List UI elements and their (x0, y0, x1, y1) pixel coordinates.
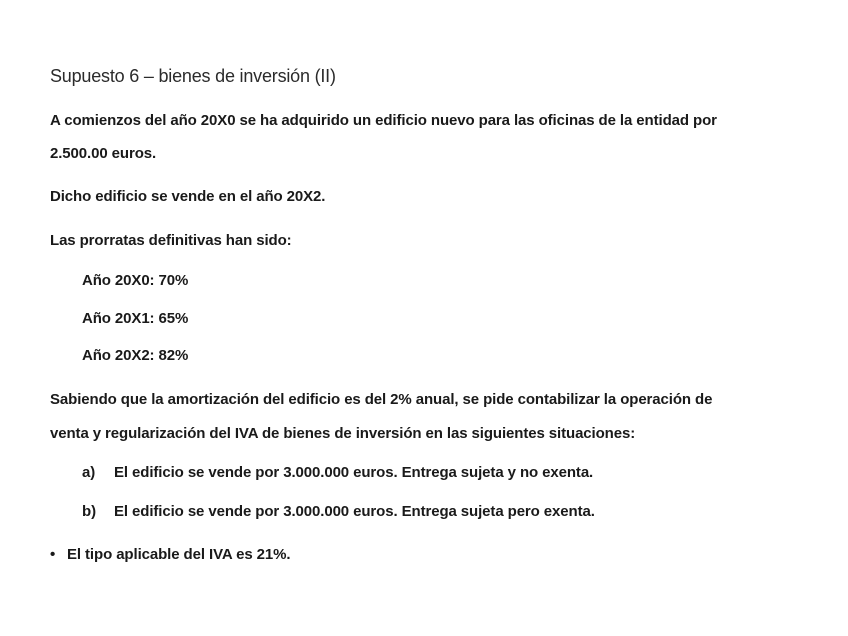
situation-text: El edificio se vende por 3.000.000 euros. Entrega sujeta y no exenta. (114, 464, 594, 481)
paragraph-task-line2: venta y regularización del IVA de bienes de inversión en las siguientes situaciones: (50, 425, 636, 442)
prorrata-item: Año 20X0: 70% (82, 272, 189, 289)
paragraph-sale-year: Dicho edificio se vende en el año 20X2. (50, 188, 326, 205)
paragraph-task-line1: Sabiendo que la amortización del edificio es del 2% anual, se pide contabilizar la operación de (50, 391, 713, 408)
note-text: El tipo aplicable del IVA es 21%. (67, 546, 291, 563)
situation-item (82, 503, 595, 520)
prorrata-item: Año 20X1: 65% (82, 310, 189, 327)
prorrata-item: Año 20X2: 82% (82, 347, 189, 364)
situation-text: El edificio se vende por 3.000.000 euros. Entrega sujeta pero exenta. (114, 503, 595, 520)
situation-item (82, 464, 593, 481)
list-marker: a) (82, 464, 96, 481)
list-marker: b) (82, 503, 96, 520)
paragraph-acquisition-line2: 2.500.00 euros. (50, 145, 157, 162)
paragraph-prorratas-intro: Las prorratas definitivas han sido: (50, 232, 292, 249)
bullet-icon: • (50, 546, 56, 563)
paragraph-acquisition-line1: A comienzos del año 20X0 se ha adquirido un edificio nuevo para las oficinas de la entidad por (50, 112, 717, 129)
note-bullet-item (50, 546, 290, 563)
page-title: Supuesto 6 – bienes de inversión (II) (50, 66, 336, 86)
